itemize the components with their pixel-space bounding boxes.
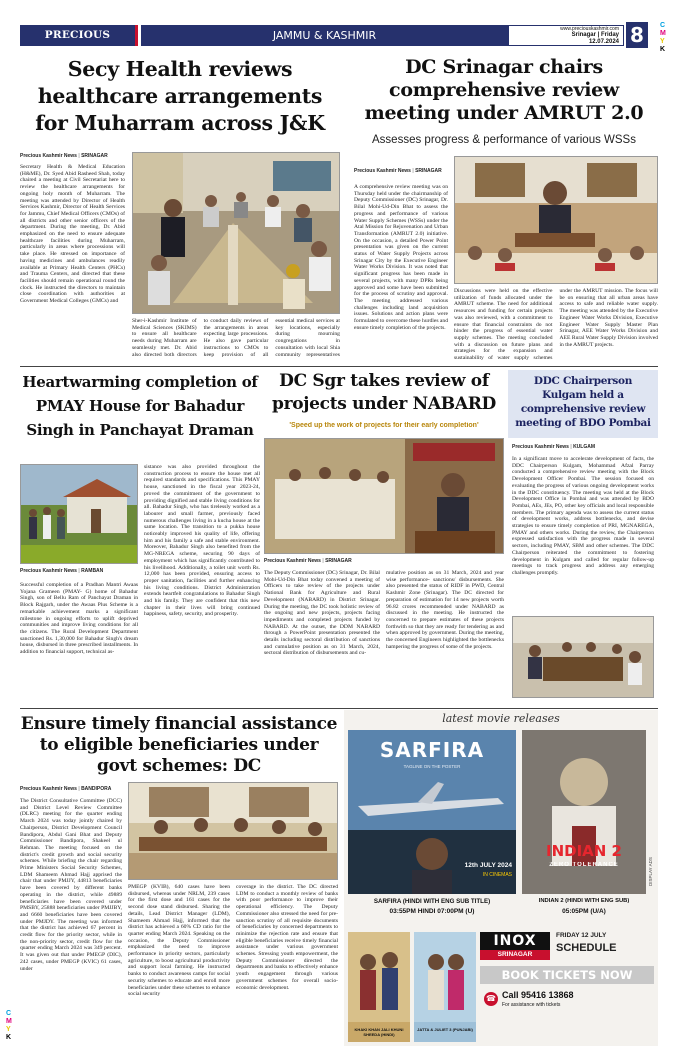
article-pmay-house: [20, 370, 260, 704]
movie2-showtimes: 05:05PM (U/A): [562, 908, 606, 915]
article-ddc-kulgam: [508, 370, 658, 704]
cmyk-m: M: [660, 30, 666, 37]
byline-location: BANDIPORA: [81, 786, 112, 792]
byline-location: SRINAGAR: [325, 558, 352, 564]
movie1-showtimes: 03:55PM HINDI 07:00PM (U): [389, 908, 475, 915]
article3-headline: Heartwarming completion of PMAY House for Bahadur Singh in Panchayat Draman: [22, 373, 258, 439]
article4-subhead: 'Speed up the work of projects for their early completion': [289, 422, 479, 429]
section-title: JAMMU & KASHMIR: [272, 29, 377, 42]
article4-body-right: mulative position as on 31 March, 2024 and year wise performance- sanctions/ disbursements. She also presented the status of RIDF in PWD, Central Kashmir Zone (Srinagar). The DC directed for preparation of estimation for 14 new projects worth 96.82 crores recommended under NABARD as discussed in the meeting. He instructed the concerned to prepare estimates of these projects forthwith so that they are ready for tendering as and when approved by government. During the meeting, the concerned Engineers highlighted the bottlenecks hampering the progress of some of the projects.: [386, 570, 504, 650]
article1-headline: Secy Health reviews healthcare arrangements for Muharram across J&K: [35, 57, 325, 135]
bdo-meeting-photo-icon: [513, 617, 653, 697]
cmyk-c2: C: [6, 1010, 12, 1017]
article3-photo: [20, 464, 138, 564]
meeting-photo-icon: [133, 153, 339, 313]
article4-photo: [264, 438, 504, 554]
nabard-meeting-photo-icon: [265, 439, 503, 553]
sarfira-poster-title: SARFIRA: [379, 738, 485, 762]
movie-releases-ad: [344, 710, 658, 1046]
article6-headline: Ensure timely financial assistance to eligible beneficiaries under govt schemes: DC: [20, 714, 338, 776]
ad-section-title: latest movie releases: [442, 712, 560, 725]
article6-body-mid: PMEGP (KVIB), 640 cases have been disbursed, whereas under NRLM, 239 cases for the first dose and 161 cases for the second dose stand disbursed. Sharing the details, Lead District Manager (LDM), Shameem Ahmad Hajj, informed that the district has achieved a 60% CD ratio for the quarter ending March 2024. Speaking on the occasion, the Deputy Commissioner emphasized the need to improve performance in priority sectors, particularly agriculture, to boost agricultural productivity and support local farming. He instructed banks to conduct awareness camps for social security schemes to educate and enroll more beneficiaries under these schemes to enhance social security: [128, 884, 230, 998]
article5-byline: Precious Kashmir News | KULGAM: [512, 444, 596, 450]
schedule-word: SCHEDULE: [556, 942, 617, 954]
mini-poster-2: [414, 932, 476, 1042]
article-nabard: [264, 370, 504, 704]
article1-body-right: Sher-i-Kashmir Institute of Medical Sciences (SKIMS) to ensure all healthcare needs during Muharram are seamlessly met. Dr. Abid also directed both directors to conduct daily reviews of the arrangements in areas expecting large processions. He also gave particular instructions to CMOs to keep provision of all essential medical services at key locations, especially during mourning congregations in consultation with local Shia community representatives: [132, 318, 340, 358]
article2-body-right: Discussions were held on the effective utilization of funds allocated under the AMRUT scheme. The need for additional resources and funding for certain projects was also reviewed, with a commitment to ensure that financial constraints do not hinder the progress of essential water supply schemes. The meeting concluded with a discussion on future plans and strategies for the expansion and sustainability of water supply schemes under the AMRUT mission. The focus will be on ensuring that all urban areas have access to safe and reliable water supply. The meeting was attended by the Executive Engineer Water Works Division, Executive Engineer Water Supply Master Plan Srinagar, AEE Water Works Division and AEE Rural Water Supply Division involved in the AMRUT projects.: [454, 288, 658, 362]
article6-body-right: coverage in the district. The DC directed LDM to conduct a monthly review of banks with poor performance to improve their operational efficiency. The Deputy Commissioner also stressed the need for pre-sanction scrutiny of all requisite documents of beneficiaries by concerned departments to minimize the rejection rate and ensure that eligible beneficiaries receive timely financial assistance under various government schemes. Stressing youth empowerment, the Deputy Commissioner directed the departments and banks to effectively enhance youth engagement through various government schemes for overall socio-economic development.: [236, 884, 338, 991]
mini-poster-1-caption: KHAKI KHAN JALI KHUNI SHEEDA (HINDI): [354, 1027, 404, 1037]
byline-location: KULGAM: [573, 444, 596, 450]
cmyk-marks-top: [660, 22, 670, 58]
dcc-meeting-photo-icon: [129, 783, 337, 879]
article2-photo: [454, 156, 658, 284]
article2-subhead: Assesses progress & performance of various WSSs: [372, 134, 636, 146]
call-subtext: For assistance with tickets: [502, 1002, 561, 1008]
mini-poster-1-art-icon: [348, 932, 410, 1022]
cmyk-y2: Y: [6, 1026, 11, 1033]
article3-byline: Precious Kashmir News | RAMBAN: [20, 568, 104, 574]
cmyk-k2: K: [6, 1034, 12, 1041]
article2-byline: Precious Kashmir News | SRINAGAR: [354, 168, 442, 174]
mini-poster-1: [348, 932, 410, 1042]
sarfira-in-cinemas: IN CINEMAS: [482, 872, 512, 878]
call-phone-icon: ☎: [484, 992, 498, 1006]
indian2-poster: [522, 730, 646, 894]
article4-byline: Precious Kashmir News | SRINAGAR: [264, 558, 352, 564]
article4-body-left: The Deputy Commissioner (DC) Srinagar, Dr. Bilal Mohi-Ud-Din Bhat today convened a meeting of Officers to take review of the projects under National Bank for Agriculture and Rural Development (NABARD) in District Srinagar. During the meeting, the DC took holistic review of the ongoing and new projects, projects facing impediments and completed projects funded by NABARD. At the outset, the DDM NABARD through a PowerPoint presentation presented the details including sectoral distribution of sanctions and cumulative position as on 31 March, 2024, sectoral distribution of disbursements and cu-: [264, 570, 380, 657]
article-dc-amrut: [350, 56, 658, 364]
indian2-poster-title: INDIAN 2: [546, 842, 622, 860]
mini-poster-2-caption: JATTA & JULIET 3 (PUNJABI): [417, 1027, 473, 1032]
sarfira-poster: [348, 730, 516, 894]
article3-body-right: sistance was also provided throughout the construction process to ensure the house met all required standards and specifications. This PMAY house, sanctioned in the fiscal year 2023-24, proved the commitment of the government to providing dignified and stable living conditions for all. Bahadur Singh, who has tirelessly worked as a labourer and small farmer, previously faced numerous challenges living in a kucha house at the same location. The transition to a pukka house noticeably improved his quality of life, offering him and his family a safe and stable environment. Moreover, Bahadur Singh also benefited from the MG-NREGA scheme, securing 90 days of employment which has significantly contributed to his livelihood. Additionally, a toilet unit worth Rs. 12,000 has been provided, ensuring access to proper sanitation, facilities and further enhancing his living conditions. District Administration extends heartfelt congratulations to Bahadur Singh and his family. They are confident that this new chapter in their lives will bring continued happiness, safety, security, and prosperity.: [144, 464, 260, 618]
cmyk-marks-bottom: [6, 1010, 16, 1046]
article2-headline: DC Srinagar chairs comprehensive review meeting under AMRUT 2.0: [364, 56, 644, 124]
book-tickets: BOOK TICKETS NOW: [480, 966, 654, 984]
byline-source: Precious Kashmir News: [20, 153, 77, 159]
sarfira-release-date: 12th JULY 2024: [464, 862, 512, 869]
date-box: [508, 25, 624, 46]
cmyk-y: Y: [660, 38, 665, 45]
brand-name: PRECIOUS: [44, 29, 111, 41]
byline-source: Precious Kashmir News: [20, 568, 77, 574]
house-photo-icon: [21, 465, 137, 563]
byline-source: Precious Kashmir News: [20, 786, 77, 792]
website: www.preciouskashmir.com: [560, 26, 619, 32]
article3-body-bottom: Successful completion of a Pradhan Mantri Awaas Yojana Grameen (PMAY- G) home of Bahadur Singh, son of Bellu Ram of Panchayat Draman in Block Rajgarh, under the Awaas Plus Scheme is a remarkable achievement marks a significant milestone in ongoing efforts to uplift deprived communities and improve living conditions for all the citizens. The Rural Development Department sanctioned Rs. 1,30,000 for Bahadur Singh's dream house, disbursed in three prescribed installments. In addition to financial support, technical as-: [20, 582, 138, 656]
article1-body-left: Secretary Health & Medical Education (H&ME), Dr. Syed Abid Rasheed Shah, today chaired a meeting at Civil Secretariat here to review the healthcare arrangements for ongoing holy month of Muharram. The meeting was attended by Director of Health Services Kashmir, Director of Health Services for Jammu, Chief Medical Officers (CMOs) of all districts and other senior officers of the department. During the meeting, Dr. Abid emphasized on the need to ensure adequate healthcare facilities during Muharram, particularly in areas where processions will take place. He stressed on importance of having medicines and ambulances readily available at Primary Health Centers (PHCs) and Trauma Centers, and directed that these facilities should remain operational round the clock. He instructed the directors to maintain close coordination with authorities at Government Medical Colleges (GMCs) and: [20, 164, 125, 305]
article5-headline-box: [508, 370, 658, 438]
inox-city: SRINAGAR: [480, 950, 550, 960]
byline-location: SRINAGAR: [415, 168, 442, 174]
cmyk-k: K: [660, 46, 666, 53]
byline-source: Precious Kashmir News: [512, 444, 569, 450]
article6-photo: [128, 782, 338, 880]
article4-headline: DC Sgr takes review of projects under NABARD: [272, 371, 496, 414]
article5-photo: [512, 616, 654, 698]
schedule-day: FRIDAY 12 JULY: [556, 932, 607, 939]
cmyk-c: C: [660, 22, 666, 29]
sarfira-poster-tagline: TAGLINE ON THE POSTER: [403, 764, 461, 769]
article6-byline: Precious Kashmir News | BANDIPORA: [20, 786, 112, 792]
article2-body-left: A comprehensive review meeting was on Thursday held under the chairmanship of Deputy Commissioner (DC) Srinagar, Dr. Bilal Mohi-Ud-Din Bhat to assess the progress and performance of various Water Supply Schemes (WSSs) under the Atal Mission for Rejuvenation and Urban Transformation (AMRUT 2.0) initiative. On the occasion, a detailed Power Point presentation was given on the current status of Water Supply Projects across Srinagar City by the Executive Engineer Water Works Division. It was noted that significant progress has been made in several projects, with many DPRs being approved and some have been submitted for the process of scrutiny and approval. The meeting addressed various challenges including land acquisition issues. Solutions and action plans were formulated to overcome these hurdles and ensure timely completion of the projects.: [354, 184, 448, 331]
divider-mid: [20, 708, 658, 709]
issue-date: 12.07.2024: [588, 39, 619, 45]
page-number: 8: [630, 23, 644, 47]
display-ads-label: DISPLAY ADS: [648, 857, 653, 886]
call-number: Call 95416 13868: [502, 990, 574, 1000]
article5-body: In a significant move to accelerate development of facts, the DDC Chairperson Kulgam, Mohammad Afzal Parray conducted a comprehensive review meeting with the Block Development Officer Pombai. The session focused on evaluating the progress of various ongoing development works in the DDC constituency. The meeting was held at the Block Development Office in Pombai and was attended by BDO Pombai, AEs, JEs, PO, other key officials and local responsible members. The primary agenda was to assess the current status of development works, address bottlenecks, and devise strategies to ensure timely completion of PRI, MGNAREGA, PMAY and others works. During the review, the Chairperson expressed satisfaction with the progress made in several sectors, including PMAY, SBM and other schemes. The DDC Chairperson reiterated the commitment to fostering development in Kulgam and called for regular follow-up meetings to track progress and address any emerging challenges promptly.: [512, 456, 654, 576]
brand-box: [20, 25, 138, 46]
article-secy-health: [20, 56, 340, 364]
inox-logo: [480, 932, 550, 962]
inox-wordmark: INOX: [480, 932, 550, 950]
article5-headline: DDC Chairperson Kulgam held a comprehensive review meeting of BDO Pombai: [515, 375, 651, 429]
byline-source: Precious Kashmir News: [354, 168, 411, 174]
movie2-title: INDIAN 2 (HINDI WITH ENG SUB): [538, 898, 630, 904]
byline-location: SRINAGAR: [81, 153, 108, 159]
byline-source: Precious Kashmir News: [264, 558, 321, 564]
article1-byline: Precious Kashmir News | SRINAGAR: [20, 153, 108, 159]
mini-poster-2-art-icon: [414, 932, 476, 1022]
article1-photo: [132, 152, 340, 314]
cmyk-m2: M: [6, 1018, 12, 1025]
place-day: Srinagar | Friday: [571, 32, 619, 38]
article-bandipora-dcc: [20, 712, 338, 1042]
article6-body-left: The District Consultative Committee (DCC) and District Level Review Committee (DLRC) meeting for the quarter ending March 2024 was today jointly chaired by Chairperson, District Development Council Bandipora, Abdul Gani Bhat and Deputy Commissioner Bandipora, Shakeel ul Rehman. The meeting focused on the district's credit growth and social security schemes. While briefing the chair regarding Prime Ministers Social Security Schemes, LDM Shameem Ahmad Hajj apprised the chair that under PMJJY, 44813 beneficiaries have been covered by different banks operating in the district, while 49889 beneficiaries have been covered under PMSBY, 25888 beneficiaries under PMJJBY, and 6660 beneficiaries have been covered under PMJDY. The meeting was informed that the district has achieved 67 percent in credit flow for the priority sector, while in the non-priority sector, credit flow for the quarter ending March 2024 was 349 percent. It was given out that under PMEGP (DIC), 242 cases, under PMEGP (KVIC) 61 cases, under: [20, 798, 122, 972]
masthead: [20, 22, 648, 50]
movie1-title: SARFIRA (HINDI WITH ENG SUB TITLE): [373, 898, 491, 905]
byline-location: RAMBAN: [81, 568, 104, 574]
divider-top: [20, 366, 658, 367]
page-number-box: [626, 22, 648, 48]
section-bar: [141, 25, 508, 46]
indian2-poster-tagline: ZERO TOLERANCE: [549, 862, 619, 868]
review-meeting-photo-icon: [455, 157, 657, 283]
